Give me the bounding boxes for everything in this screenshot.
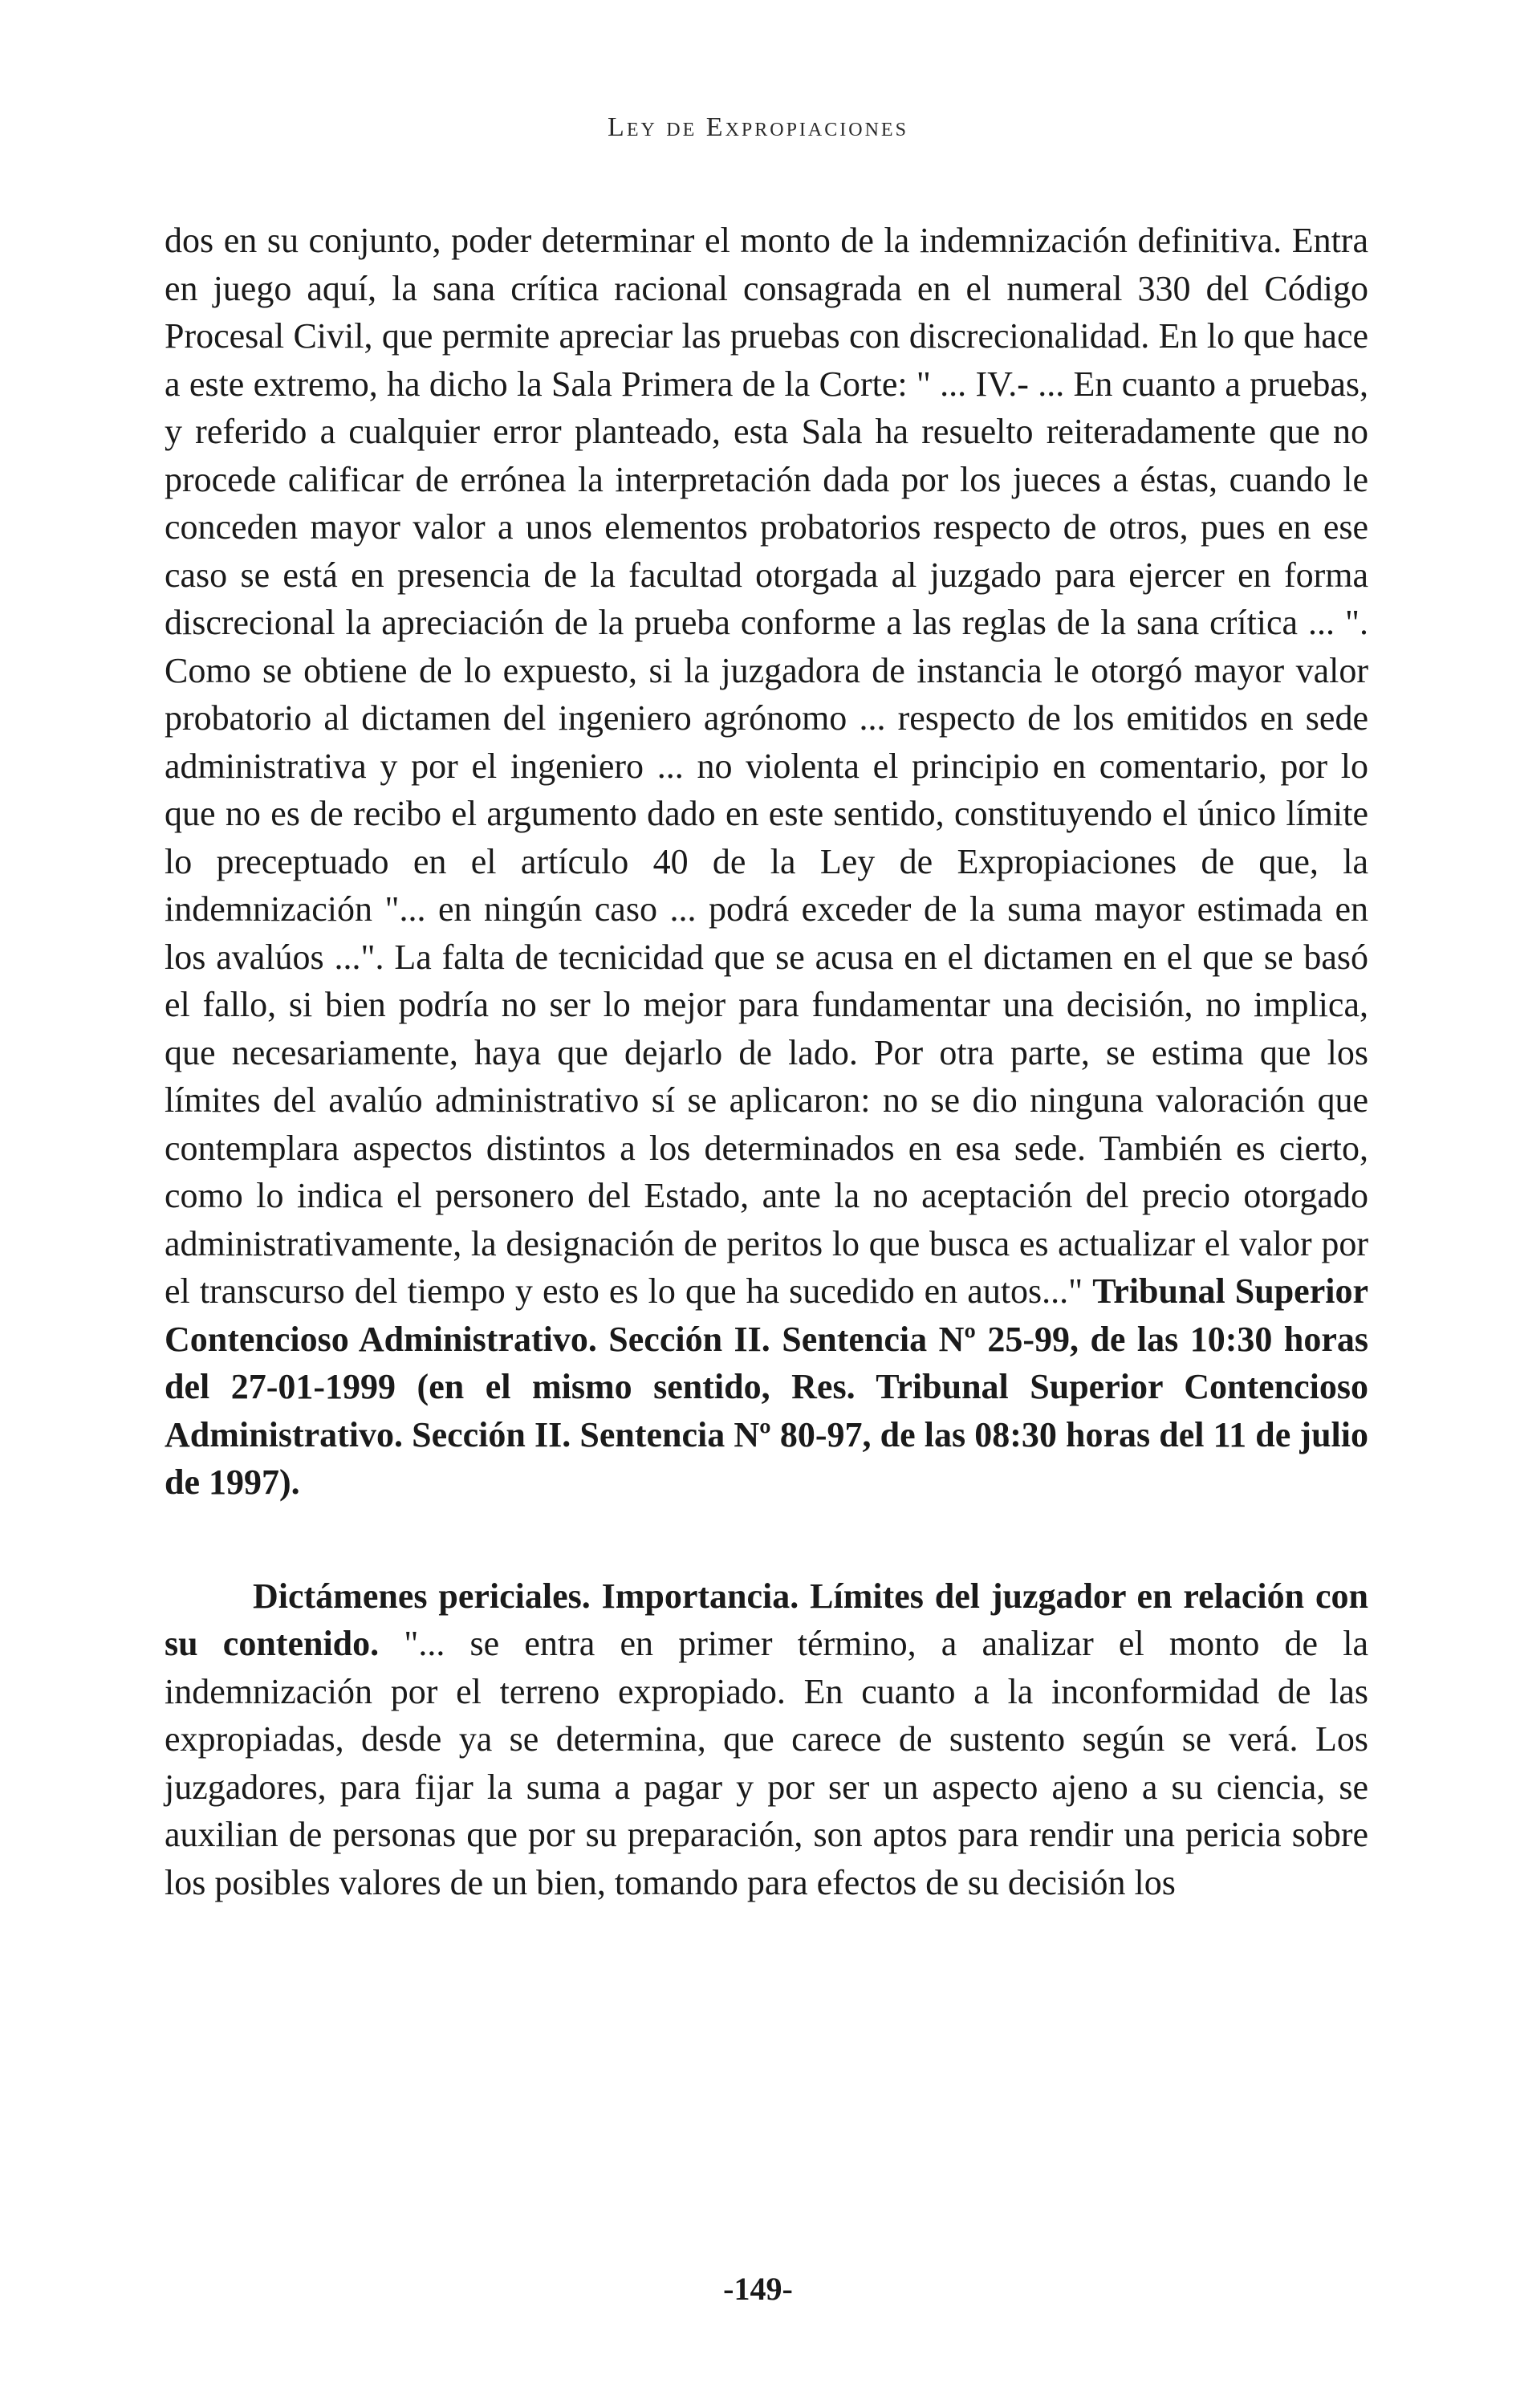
page-number: -149- (723, 2271, 793, 2307)
paragraph-2 (165, 1572, 1368, 1907)
paragraph-1 (165, 217, 1368, 1507)
paragraph-2-text: "... se entra en primer término, a analizar el monto de la indemnización por el terreno expropiado. En cuanto a la inconformidad de las expropiadas, desde ya se determina, que carece de sustento según se verá. Los juzgadores, para fijar la suma a pagar y por ser un aspecto ajeno a su ciencia, se auxilian de personas que por su preparación, son aptos para rendir una pericia sobre los posibles valores de un bien, tomando para efectos de su decisión los (165, 1624, 1369, 1902)
body-text (165, 217, 1368, 1906)
paragraph-1-text: dos en su conjunto, poder determinar el monto de la indemnización definitiva. Entra en juego aquí, la sana crítica racional consagrada en el numeral 330 del Código Procesal Civil, que permite apreciar las pruebas con discrecionalidad. En lo que hace a este extremo, ha dicho la Sala Primera de la Corte: " ... IV.- ... En cuanto a pruebas, y referido a cualquier error planteado, esta Sala ha resuelto reiteradamente que no procede calificar de errónea la interpretación dada por los jueces a éstas, cuando le conceden mayor valor a unos elementos probatorios respecto de otros, pues en ese caso se está en presencia de la facultad otorgada al juzgado para ejercer en forma discrecional la apreciación de la prueba conforme a las reglas de la sana crítica ... ". Como se obtiene de lo expuesto, si la juzgadora de instancia le otorgó mayor valor probatorio al dictamen del ingeniero agrónomo ... respecto de los emitidos en sede administrativa y por el ingeniero ... no violenta el principio en comentario, por lo que no es de recibo el argumento dado en este sentido, constituyendo el único límite lo preceptuado en el artículo 40 de la Ley de Expropiaciones de que, la indemnización "... en ningún caso ... podrá exceder de la suma mayor estimada en los avalúos ...". La falta de tecnicidad que se acusa en el dictamen en el que se basó el fallo, si bien podría no ser lo mejor para fundamentar una decisión, no implica, que necesariamente, haya que dejarlo de lado. Por otra parte, se estima que los límites del avalúo administrativo sí se aplicaron: no se dio ninguna valoración que contemplara aspectos distintos a los determinados en esa sede. También es cierto, como lo indica el personero del Estado, ante la no aceptación del precio otorgado administrativamente, la designación de peritos lo que busca es actualizar el valor por el transcurso del tiempo y esto es lo que ha sucedido en autos..." (165, 221, 1368, 1311)
paragraph-1-citation: Tribunal Superior Contencioso Administrativo. Sección II. Sentencia Nº 25-99, de las 10:30 horas del 27-01-1999 (en el mismo sentido, Res. Tribunal Superior Contencioso Administrativo. Sección II. Sentencia Nº 80-97, de las 08:30 horas del 11 de julio de 1997). (165, 1271, 1368, 1502)
running-head: Ley de Expropiaciones (608, 112, 908, 142)
paragraph-2-heading: Dictámenes periciales. Importancia. Límites del juzgador en relación con su contenido. (165, 1576, 1368, 1663)
